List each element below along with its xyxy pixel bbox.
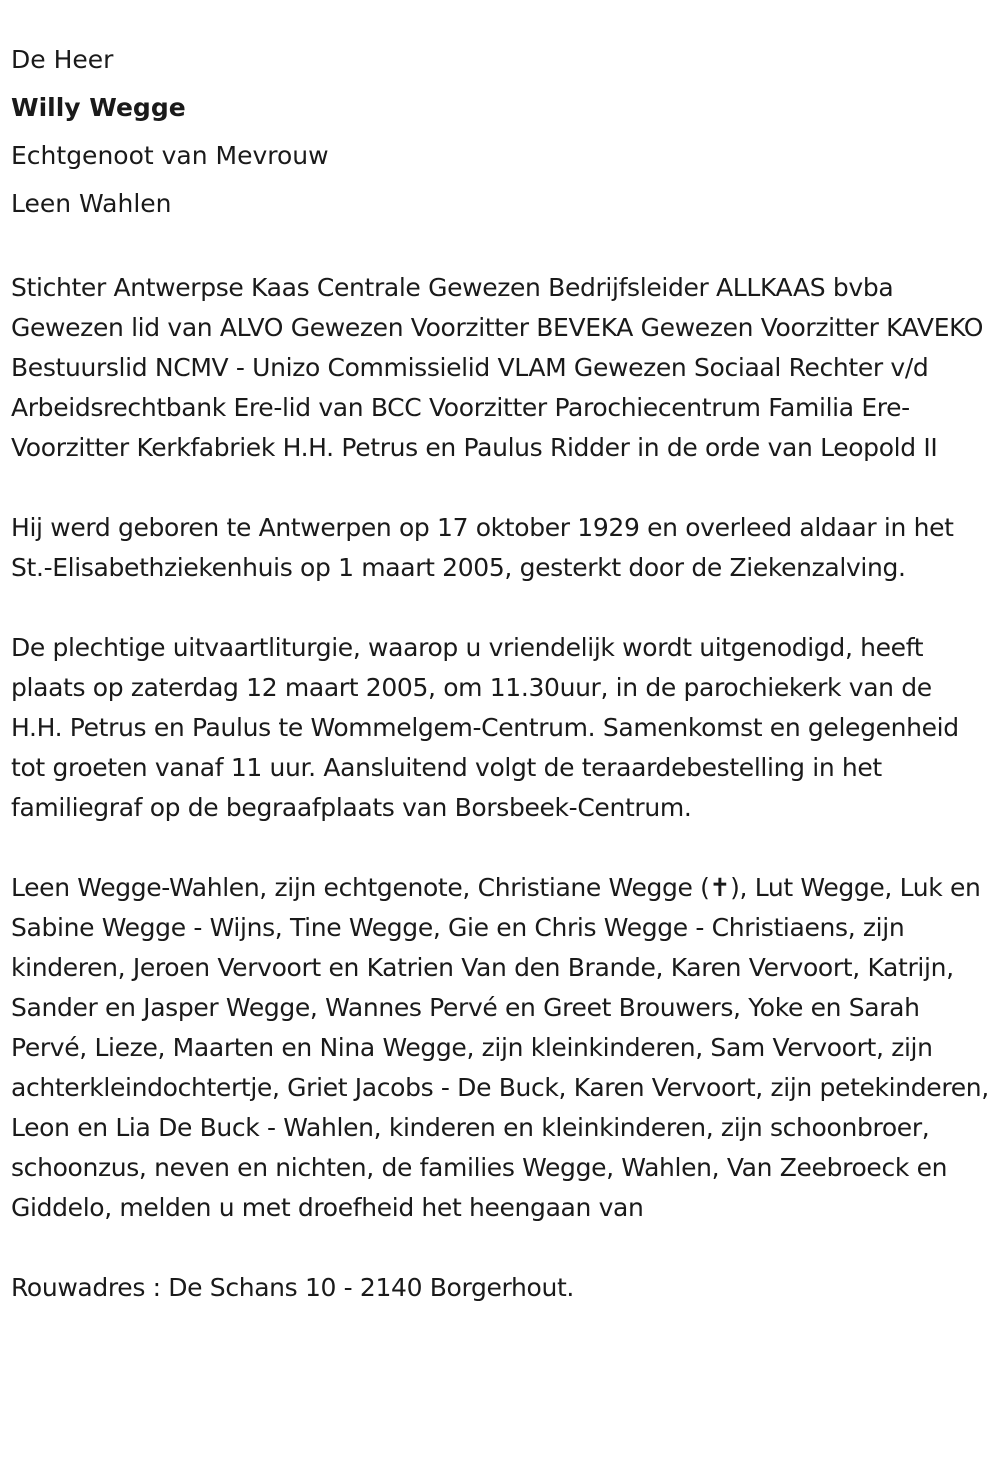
spacer — [11, 468, 990, 508]
spacer — [11, 1228, 990, 1268]
spacer — [11, 588, 990, 628]
mourning-address: Rouwadres : De Schans 10 - 2140 Borgerhout. — [11, 1273, 575, 1302]
family-paragraph: Leen Wegge-Wahlen, zijn echtgenote, Christiane Wegge (✝), Lut Wegge, Luk en Sabine Wegge - Wijns, Tine Wegge, Gie en Chris Wegge - Christiaens, zijn kinderen, Jeroen Vervoort en Katrien Van den Brande, Karen Vervoort, Katrijn, Sander en Jasper Wegge, Wannes Pervé en Greet Brouwers, Yoke en Sarah Pervé, Lieze, Maarten en Nina Wegge, zijn kleinkinderen, Sam Vervoort, zijn achterkleindochtertje, Griet Jacobs - De Buck, Karen Vervoort, zijn petekinderen, Leon en Lia De Buck - Wahlen, kinderen en kleinkinderen, zijn schoonbroer, schoonzus, neven en nichten, de families Wegge, Wahlen, Van Zeebroeck en Giddelo, melden u met droefheid het heengaan van — [11, 873, 989, 1222]
spacer — [11, 228, 990, 268]
funeral-paragraph: De plechtige uitvaartliturgie, waarop u vriendelijk wordt uitgenodigd, heeft plaats op zaterdag 12 maart 2005, om 11.30uur, in de parochiekerk van de H.H. Petrus en Paulus te Wommelgem-Centrum. Samenkomst en gelegenheid tot groeten vanaf 11 uur. Aansluitend volgt de teraardebestelling in het familiegraf op de begraafplaats van Borsbeek-Centrum. — [11, 633, 959, 822]
salutation: De Heer — [11, 45, 114, 74]
spacer — [11, 828, 990, 868]
deceased-name: Willy Wegge — [11, 93, 186, 122]
life-paragraph: Hij werd geboren te Antwerpen op 17 oktober 1929 en overleed aldaar in het St.-Elisabethziekenhuis op 1 maart 2005, gesterkt door de Ziekenzalving. — [11, 513, 954, 582]
career-paragraph: Stichter Antwerpse Kaas Centrale Gewezen Bedrijfsleider ALLKAAS bvba Gewezen lid van ALVO Gewezen Voorzitter BEVEKA Gewezen Voorzitter KAVEKO Bestuurslid NCMV - Unizo Commissielid VLAM Gewezen Sociaal Rechter v/d Arbeidsrechtbank Ere-lid van BCC Voorzitter Parochiecentrum Familia Ere-Voorzitter Kerkfabriek H.H. Petrus en Paulus Ridder in de orde van Leopold II — [11, 273, 984, 462]
relation-line: Echtgenoot van Mevrouw — [11, 141, 329, 170]
spouse-name: Leen Wahlen — [11, 189, 172, 218]
